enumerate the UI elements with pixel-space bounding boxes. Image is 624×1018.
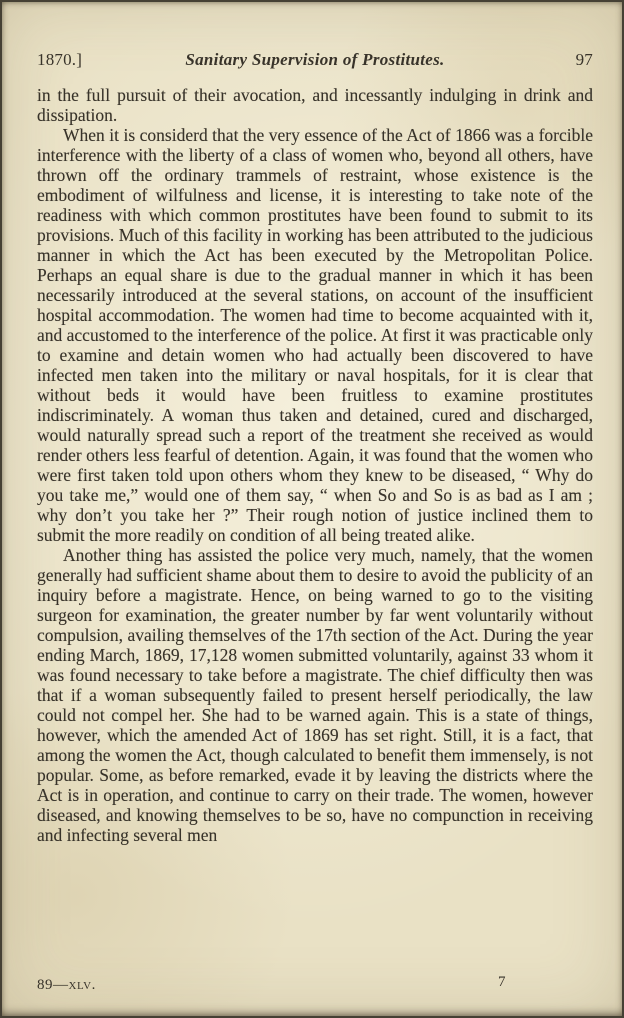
page-footer bbox=[37, 974, 593, 994]
signature-mark: 89—xlv. bbox=[37, 977, 96, 993]
paragraph-continuation: in the full pursuit of their avocation, and incessantly indulging in drink and dissipation. bbox=[37, 85, 593, 125]
running-head-page-number: 97 bbox=[575, 50, 593, 69]
press-figure: 7 bbox=[498, 974, 506, 990]
paragraph: When it is considerd that the very essence of the Act of 1866 was a forcible interference with the liberty of a class of women who, beyond all others, have thrown off the ordinary trammels of restraint, whose existence is the embodiment of wilfulness and license, it is interesting to take note of the readiness with which common prostitutes have been found to submit to its provisions. Much of this facility in working has been attributed to the judicious manner in which the Act has been executed by the Metropolitan Police. Perhaps an equal share is due to the gradual manner in which it has been necessarily introduced at the several stations, on account of the insufficient hospital accommodation. The women had time to become acquainted with it, and accustomed to the interference of the police. At first it was practicable only to examine and detain women who had actually been discovered to have infected men taken into the military or naval hospitals, for it is clear that without beds it would have been fruitless to examine prostitutes indiscriminately. A woman thus taken and detained, cured and discharged, would naturally spread such a report of the treatment she received as would render others less fearful of detention. Again, it was found that the women who were first taken told upon others whom they knew to be diseased, “ Why do you take me,” would one of them say, “ when So and So is as bad as I am ; why don’t you take her ?” Their rough notion of justice inclined them to submit the more readily on condition of all being treated alike. bbox=[37, 125, 593, 545]
paragraph: Another thing has assisted the police very much, namely, that the women generally had sufficient shame about them to desire to avoid the publicity of an inquiry before a magistrate. Hence, on being warned to go to the visiting surgeon for examination, the greater number by far went voluntarily without compulsion, availing themselves of the 17th section of the Act. During the year ending March, 1869, 17,128 women submitted voluntarily, against 33 whom it was found necessary to take before a magistrate. The chief difficulty then was that if a woman subsequently failed to present herself periodically, the law could not compel her. She had to be warned again. This is a state of things, however, which the amended Act of 1869 has set right. Still, it is a fact, that among the women the Act, though calculated to benefit them immensely, is not popular. Some, as before remarked, evade it by leaving the districts where the Act is in operation, and continue to carry on their trade. The women, however diseased, and knowing themselves to be so, have no compunction in receiving and infecting several men bbox=[37, 545, 593, 845]
body-text bbox=[37, 85, 593, 845]
running-head-title: Sanitary Supervision of Prostitutes. bbox=[185, 50, 445, 69]
running-head-year: 1870.] bbox=[37, 50, 83, 69]
running-head bbox=[37, 50, 593, 70]
page-content bbox=[37, 50, 593, 994]
